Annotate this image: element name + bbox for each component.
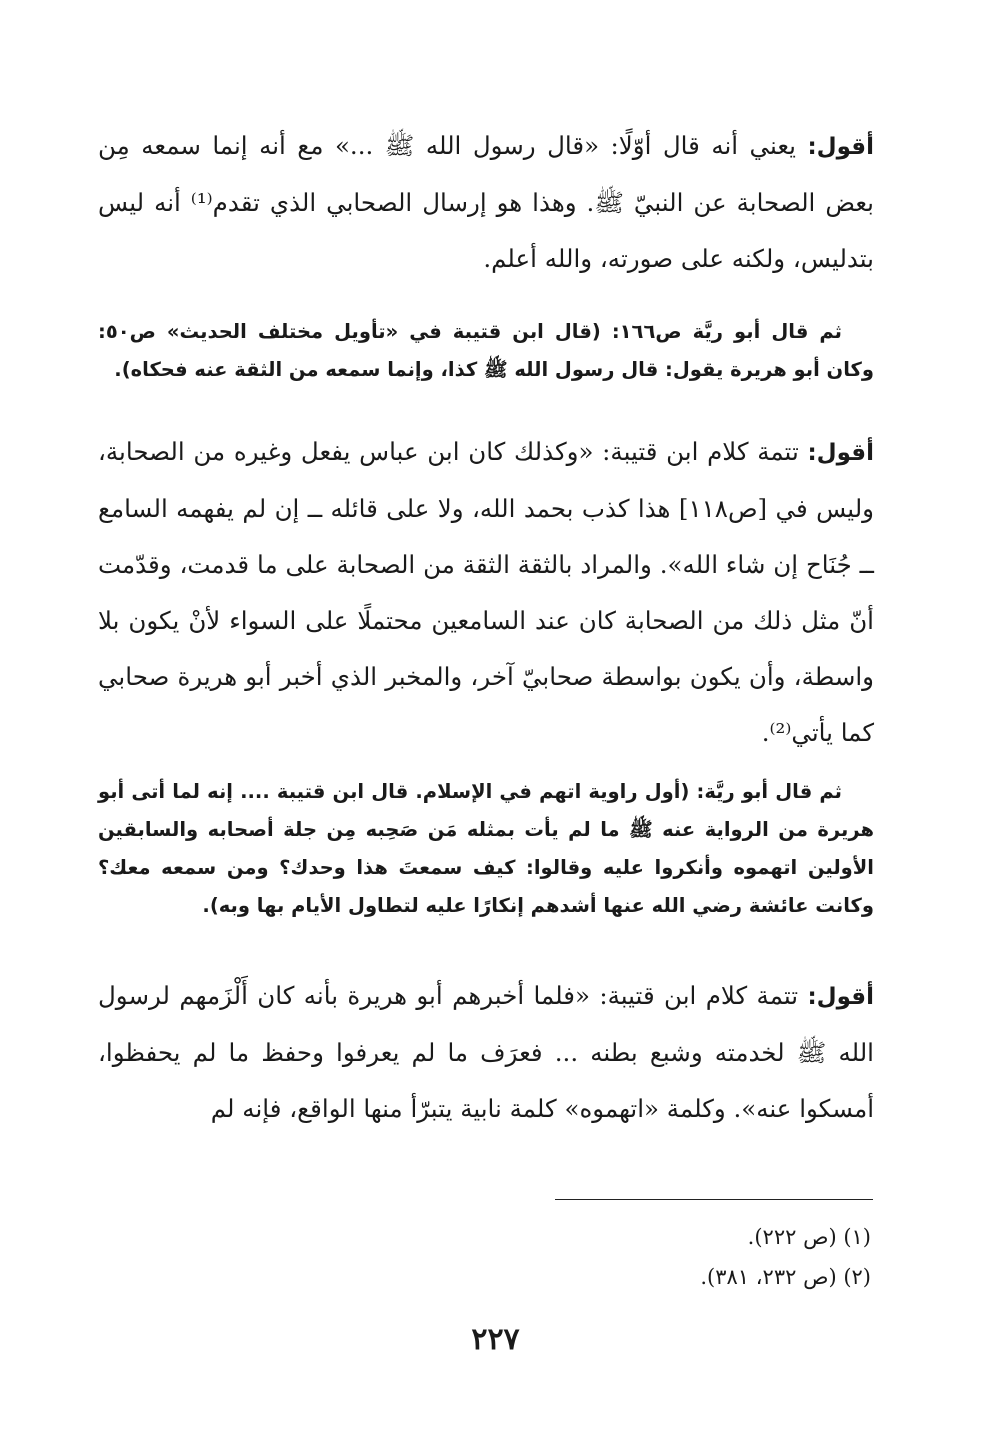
paragraph-3-text: تتمة كلام ابن قتيبة: «فلما أخبرهم أبو هريرة بأنه كان أَلْزَمهم لرسول الله ﷺ لخدمته وشبع بطنه ... فعرَف ما لم يعرفوا وحفظ ما لم يحفظوا، أمسكوا عنه». وكلمة «اتهموه» كلمة نابية يتبرّأ منها الواقع، فإنه لم (98, 981, 874, 1123)
paragraph-3-lead: أقول: (807, 984, 874, 1010)
page-number: ٢٢٧ (471, 1322, 520, 1357)
quote-paragraph-1-text: ثم قال أبو ريَّة ص١٦٦: (قال ابن قتيبة في «تأويل مختلف الحديث» ص٥٠: وكان أبو هريرة يقول: قال رسول الله ﷺ كذا، وإنما سمعه من الثقة عنه فحكاه). (98, 320, 874, 381)
paragraph-2-text: تتمة كلام ابن قتيبة: «وكذلك كان ابن عباس يفعل وغيره من الصحابة، وليس في [ص١١٨] هذا كذب بحمد الله، ولا على قائله ــ إن لم يفهمه السامع ــ جُنَاح إن شاء الله». والمراد بالثقة الثقة من الصحابة على ما قدمت، وقدّمت أنّ مثل ذلك من الصحابة كان عند السامعين محتملًا على السواء لأنْ يكون بلا واسطة، وأن يكون بواسطة صحابيّ آخر، والمخبر الذي أخبر أبو هريرة صحابي كما يأتي⁽²⁾. (98, 437, 874, 747)
footnote-separator (555, 1199, 873, 1200)
paragraph-2 (98, 424, 874, 761)
paragraph-1-text: يعني أنه قال أوّلًا: «قال رسول الله ﷺ ...» مع أنه إنما سمعه مِن بعض الصحابة عن النبيّ ﷺ. وهذا هو إرسال الصحابي الذي تقدم⁽¹⁾ أنه ليس بتدليس، ولكنه على صورته، والله أعلم. (98, 131, 874, 273)
paragraph-2-lead: أقول: (807, 440, 874, 466)
paragraph-1 (98, 118, 874, 287)
footnote-1: (١) (ص ٢٢٢). (747, 1225, 871, 1249)
quote-paragraph-2-text: ثم قال أبو ريَّة: (أول راوية اتهم في الإسلام. قال ابن قتيبة .... إنه لما أتى أبو هريرة من الرواية عنه ﷺ ما لم يأت بمثله مَن صَحِبه مِن جلة أصحابه والسابقين الأولين اتهموه وأنكروا عليه وقالوا: كيف سمعتَ هذا وحدك؟ ومن سمعه معك؟ وكانت عائشة رضي الله عنها أشدهم إنكارًا عليه لتطاول الأيام بها وبه). (98, 780, 874, 917)
quote-paragraph-1 (98, 313, 874, 389)
quote-paragraph-2 (98, 773, 874, 925)
footnote-2: (٢) (ص ٢٣٢، ٣٨١). (700, 1265, 871, 1289)
paragraph-3 (98, 968, 874, 1137)
paragraph-1-lead: أقول: (807, 134, 874, 160)
